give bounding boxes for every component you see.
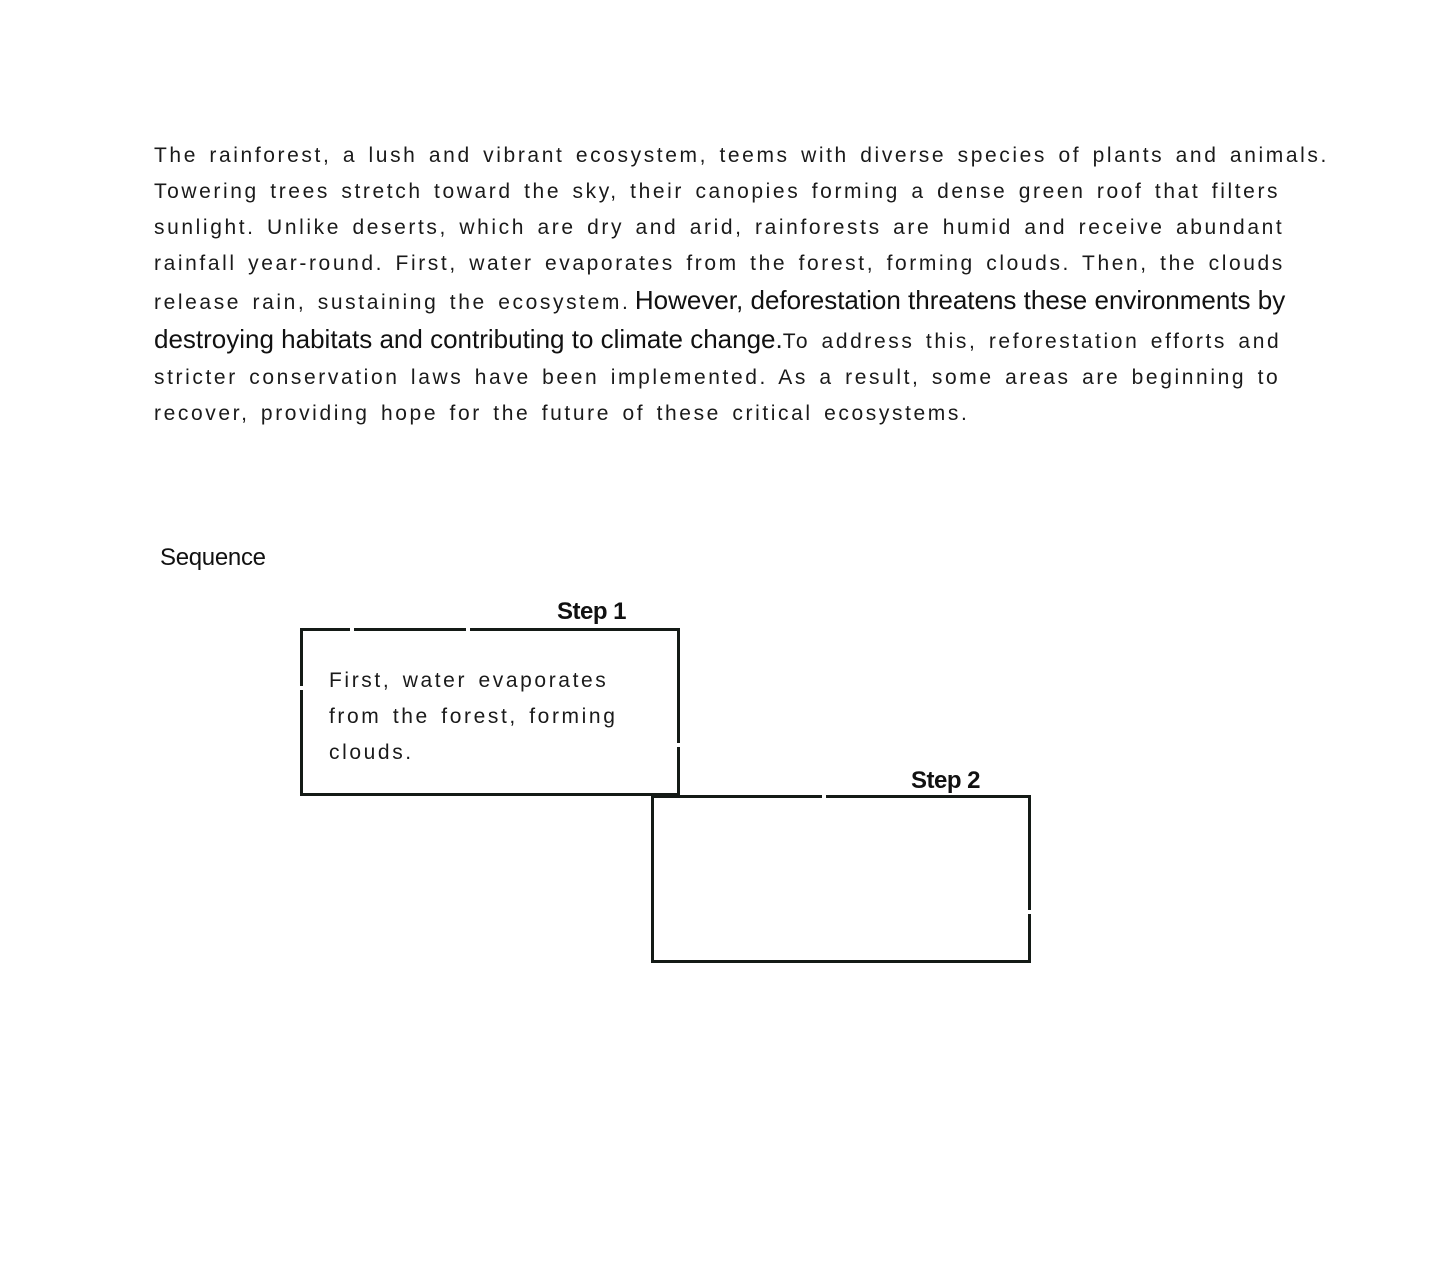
reading-passage [154, 138, 1334, 432]
step-2-label: Step 2 [911, 767, 981, 794]
step-2-box[interactable] [651, 795, 1031, 963]
sequence-title: Sequence [160, 544, 266, 571]
step-1-text: First, water evaporates from the forest, forming clouds. [329, 669, 618, 764]
passage-part-1: The rainforest, a lush and vibrant ecosystem, teems with diverse species of plants and animals. Towering trees stretch toward the sky, their canopies forming a dense green roof that filters sunlight. Unlike deserts, which are dry and arid, rainforests are humid and receive abundant rainfall year-round. First, water evaporates from the forest, forming clouds. Then, the clouds release rain, sustaining the ecosystem. [154, 144, 1329, 314]
border-gap [300, 686, 303, 690]
border-gap [350, 628, 354, 631]
border-gap [466, 628, 470, 631]
border-gap [822, 795, 826, 798]
passage-part-2: However, deforestation threatens these environments by destroying habitats and contributing to climate change. [154, 285, 1286, 354]
step-1-label: Step 1 [557, 598, 627, 625]
step-1-box[interactable] [300, 628, 680, 796]
border-gap [1028, 910, 1031, 914]
border-gap [677, 743, 680, 747]
passage-part-3: To address this, reforestation efforts and stricter conservation laws have been implemented. As a result, some areas are beginning to recover, providing hope for the future of these critical ecosystems. [154, 330, 1282, 425]
